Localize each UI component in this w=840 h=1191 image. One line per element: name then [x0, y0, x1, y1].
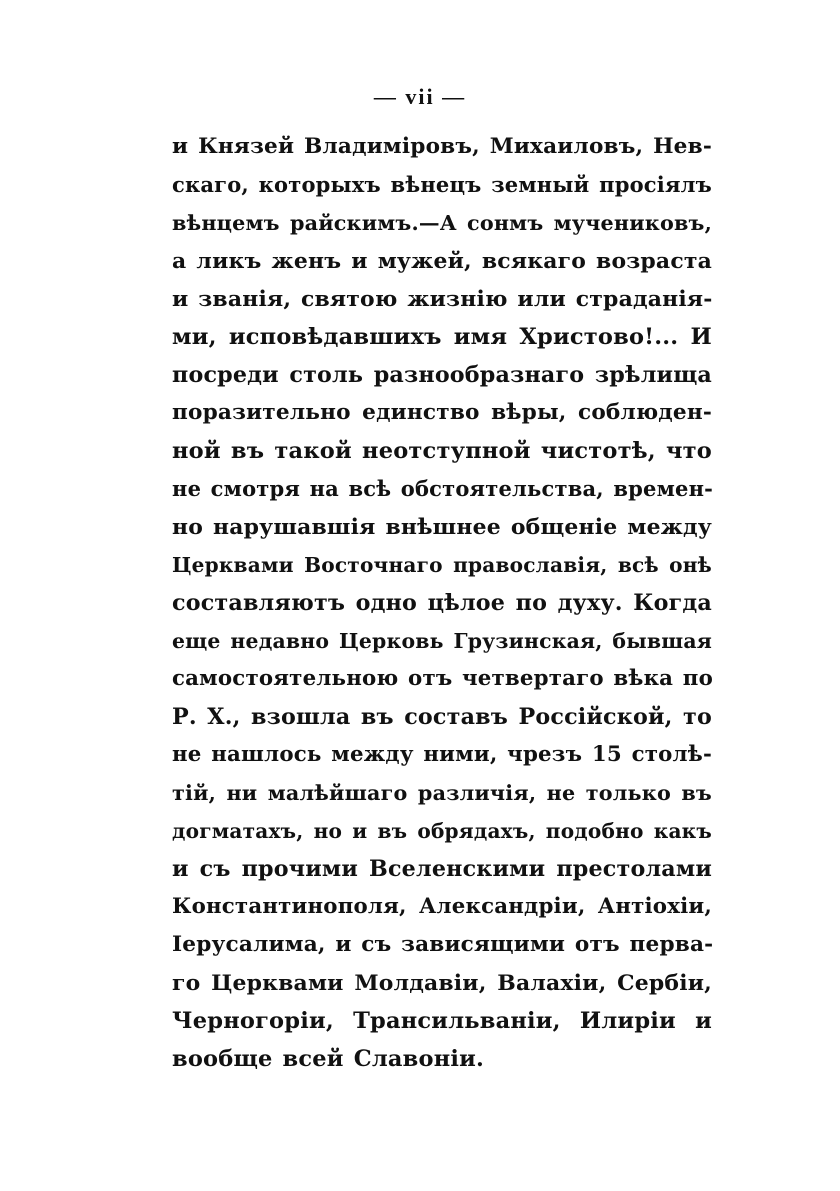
text-line: тій, ни малѣйшаго различія, не только въ: [172, 781, 712, 805]
text-line: вѣнцемъ райскимъ.—А сонмъ мучениковъ,: [172, 211, 712, 235]
text-line: Константинополя, Александріи, Антіохіи,: [172, 894, 712, 919]
text-line: вообще всей Славоніи.: [172, 1046, 485, 1072]
text-line: Іерусалима, и съ зависящими отъ перва-: [172, 932, 714, 957]
text-line: а ликъ женъ и мужей, всякаго возраста: [172, 248, 712, 274]
text-line: Церквами Восточнаго православія, всѣ онѣ: [172, 553, 712, 577]
text-line: не нашлось между ними, чрезъ 15 столѣ-: [172, 742, 712, 767]
text-line: Черногоріи, Трансильваніи, Илиріи и: [172, 1008, 712, 1034]
text-line: ной въ такой неотступной чистотѣ, что: [172, 438, 712, 464]
text-line: догматахъ, но и въ обрядахъ, подобно какъ: [172, 819, 712, 843]
text-line: и съ прочими Вселенскими престолами: [172, 856, 712, 882]
text-line: не смотря на всѣ обстоятельства, времен-: [172, 476, 714, 501]
text-line: составляютъ одно цѣлое по духу. Когда: [172, 590, 712, 616]
text-line: и Князей Владиміровъ, Михаиловъ, Нев-: [172, 134, 712, 159]
text-line: еще недавно Церковь Грузинская, бывшая: [172, 629, 712, 653]
text-line: скаго, которыхъ вѣнецъ земный просіялъ: [172, 172, 712, 197]
text-line: поразительно единство вѣры, соблюден-: [172, 400, 712, 425]
text-line: посреди столь разнообразнаго зрѣлища: [172, 362, 712, 388]
text-line: Р. Х., взошла въ составъ Россійской, то: [172, 704, 712, 730]
text-line: ми, исповѣдавшихъ имя Христово!... И: [172, 324, 712, 350]
text-line: но нарушавшія внѣшнее общеніе между: [172, 514, 712, 540]
text-line: и званія, святою жизнію или страданія-: [172, 286, 713, 312]
body-text: [172, 128, 712, 1078]
text-line: самостоятельною отъ четвертаго вѣка по: [172, 666, 713, 691]
text-line: го Церквами Молдавіи, Валахіи, Сербіи,: [172, 970, 712, 996]
page-number: — vii —: [373, 84, 467, 109]
